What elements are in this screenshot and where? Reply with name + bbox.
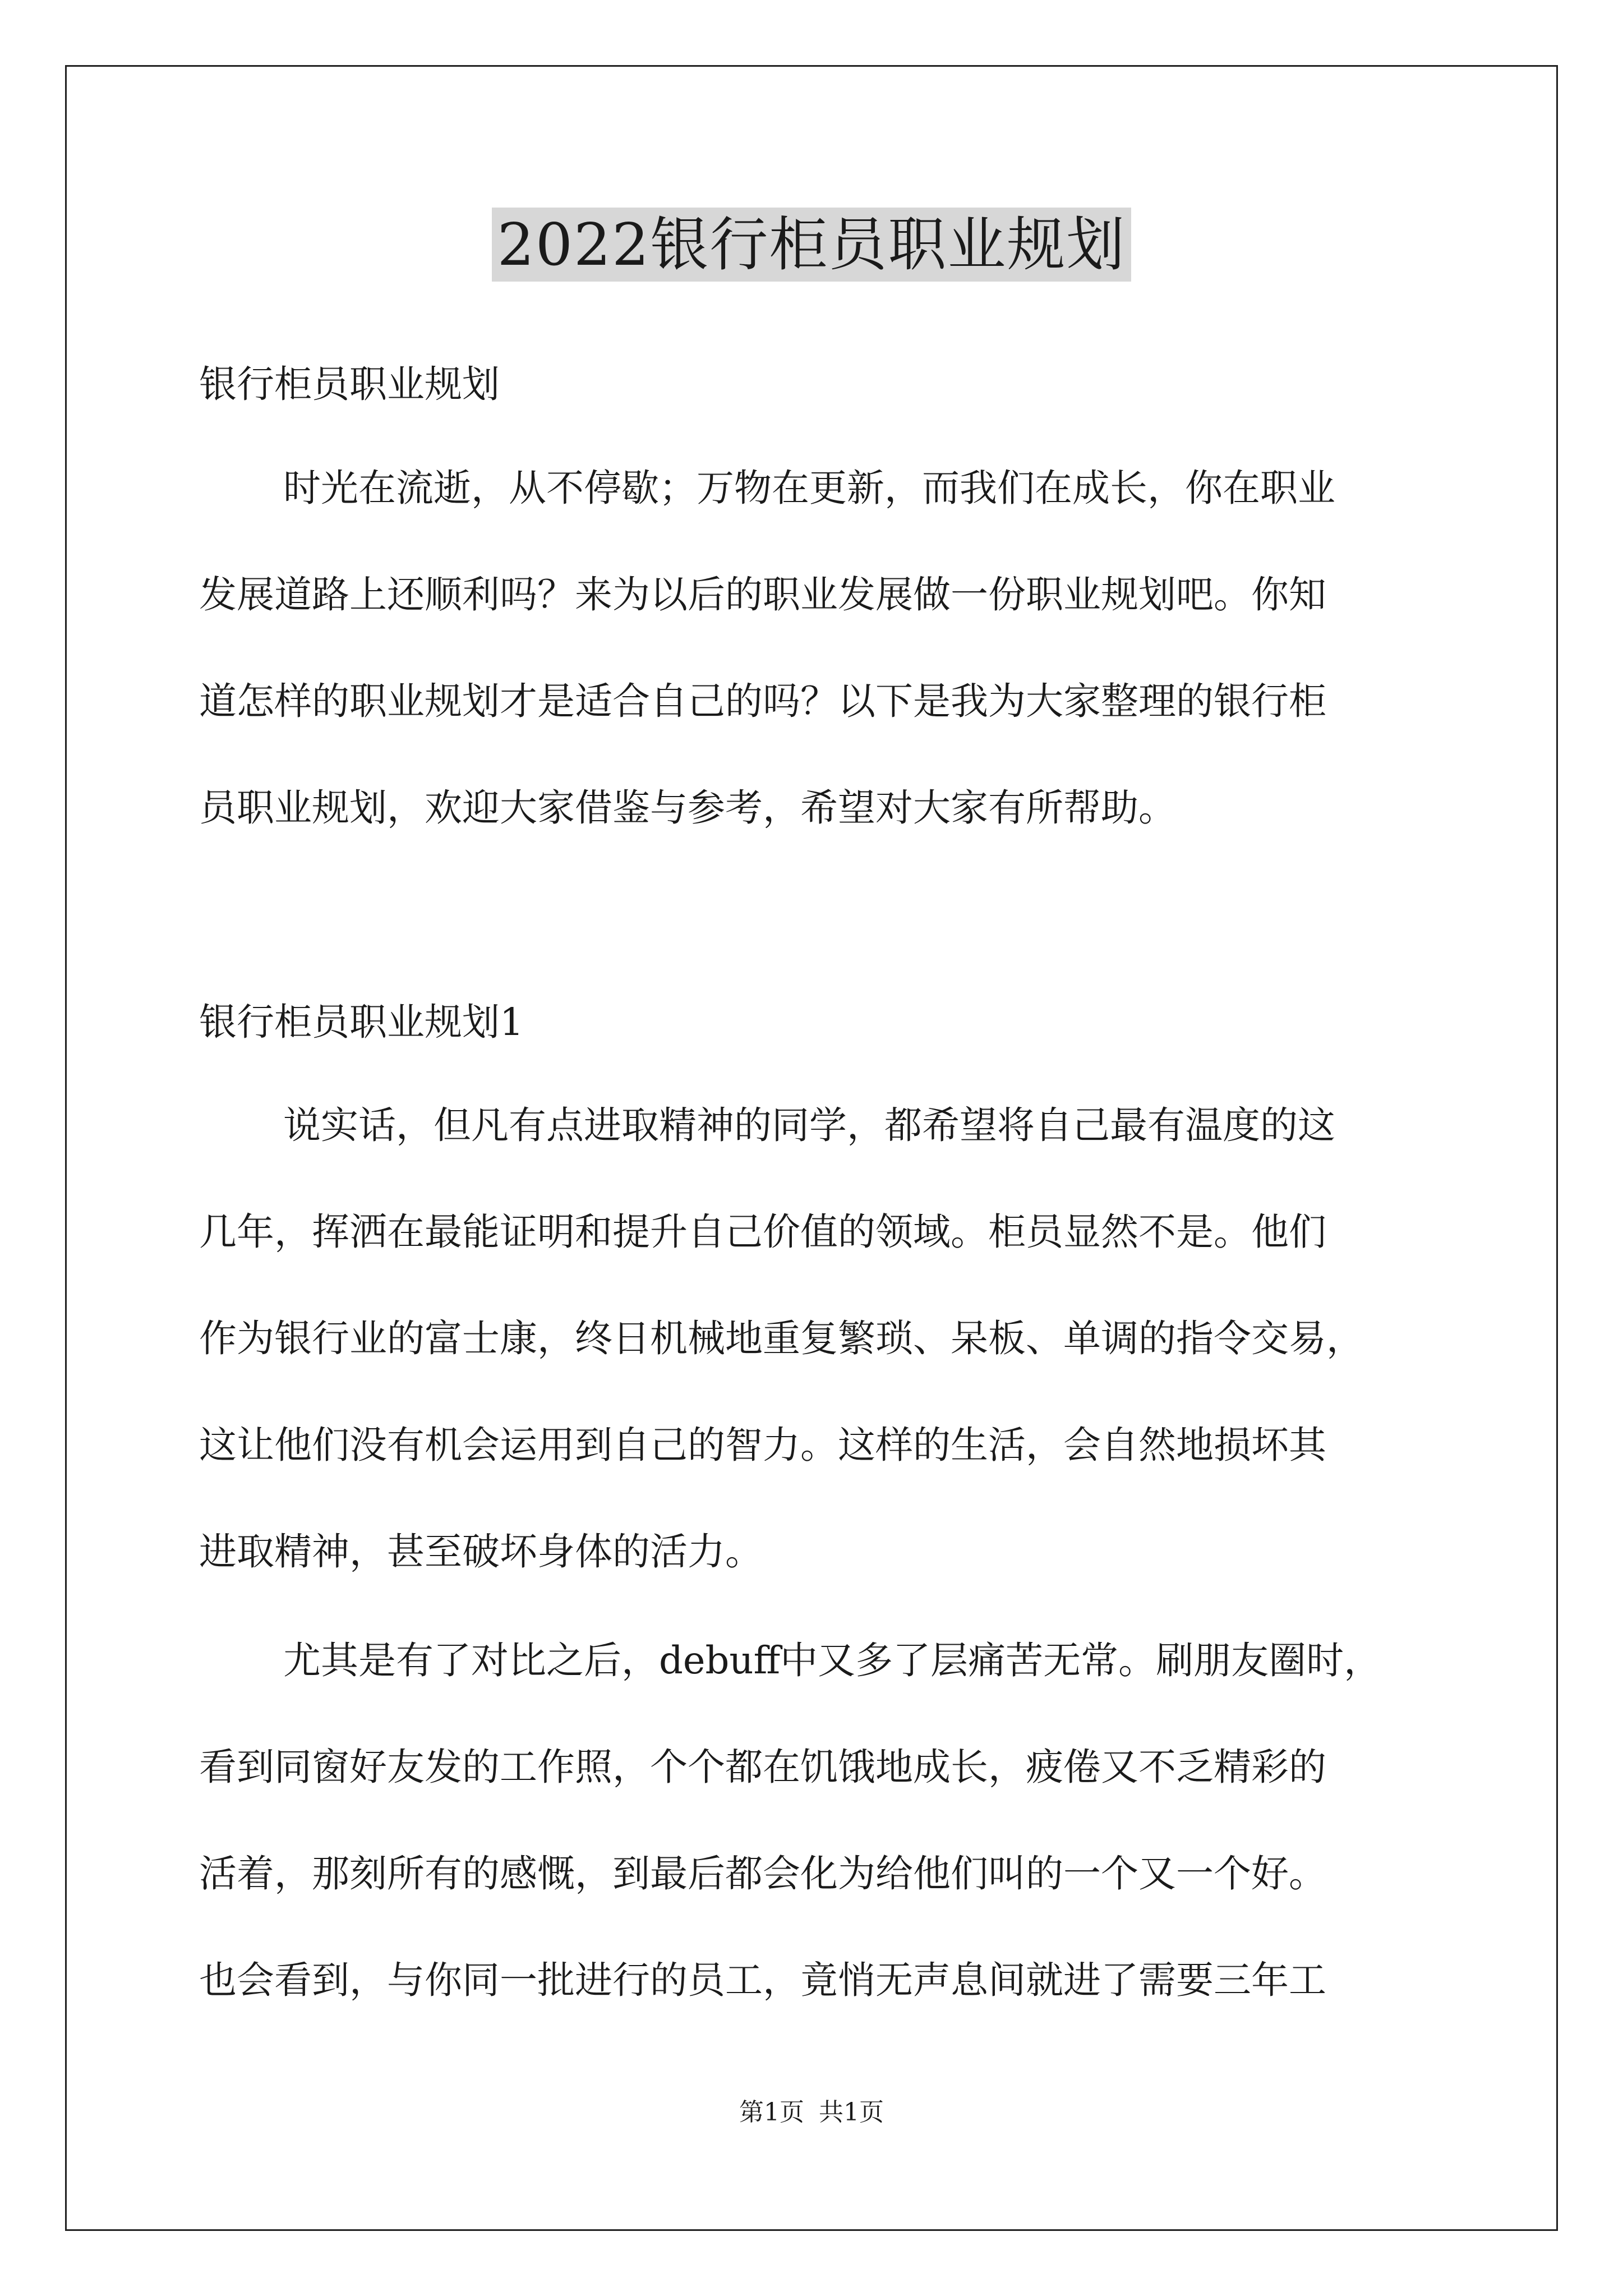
section-heading: 银行柜员职业规划1: [199, 1000, 524, 1044]
page-number-total: 共1页: [819, 2098, 884, 2127]
paragraph-2: [199, 1638, 1438, 2019]
intro-line: 时光在流逝，从不停歇；万物在更新，而我们在成长，你在职业: [283, 466, 1335, 510]
document-title: 2022银行柜员职业规划: [492, 208, 1132, 282]
subtitle-block: [199, 362, 1438, 412]
paragraph-1: [199, 1103, 1438, 1591]
page-footer: [0, 2097, 1623, 2128]
section-heading-block: [199, 1000, 1438, 1050]
intro-line: 发展道路上还顺利吗？来为以后的职业发展做一份职业规划吧。你知: [199, 573, 1326, 616]
intro-paragraph: [199, 466, 1438, 847]
paragraph-line: 这让他们没有机会运用到自己的智力。这样的生活，会自然地损坏其: [199, 1423, 1326, 1467]
title-container: [0, 208, 1623, 282]
paragraph-line: 活着，那刻所有的感慨，到最后都会化为给他们叫的一个又一个好。: [199, 1852, 1326, 1895]
intro-line: 员职业规划，欢迎大家借鉴与参考，希望对大家有所帮助。: [199, 786, 1176, 830]
paragraph-line: 看到同窗好友发的工作照，个个都在饥饿地成长，疲倦又不乏精彩的: [199, 1745, 1326, 1789]
paragraph-line: 也会看到，与你同一批进行的员工，竟悄无声息间就进了需要三年工: [199, 1958, 1326, 2002]
page-number-current: 第1页: [739, 2098, 804, 2127]
paragraph-line: 尤其是有了对比之后，debuff中又多了层痛苦无常。刷朋友圈时，: [283, 1639, 1382, 1682]
paragraph-line: 说实话，但凡有点进取精神的同学，都希望将自己最有温度的这: [283, 1103, 1335, 1147]
paragraph-line: 几年，挥洒在最能证明和提升自己价值的领域。柜员显然不是。他们: [199, 1210, 1326, 1254]
paragraph-line: 作为银行业的富士康，终日机械地重复繁琐、呆板、单调的指令交易，: [199, 1317, 1364, 1360]
paragraph-line: 进取精神，甚至破坏身体的活力。: [199, 1530, 763, 1573]
intro-line: 道怎样的职业规划才是适合自己的吗？以下是我为大家整理的银行柜: [199, 679, 1326, 723]
document-subtitle: 银行柜员职业规划: [199, 362, 500, 406]
